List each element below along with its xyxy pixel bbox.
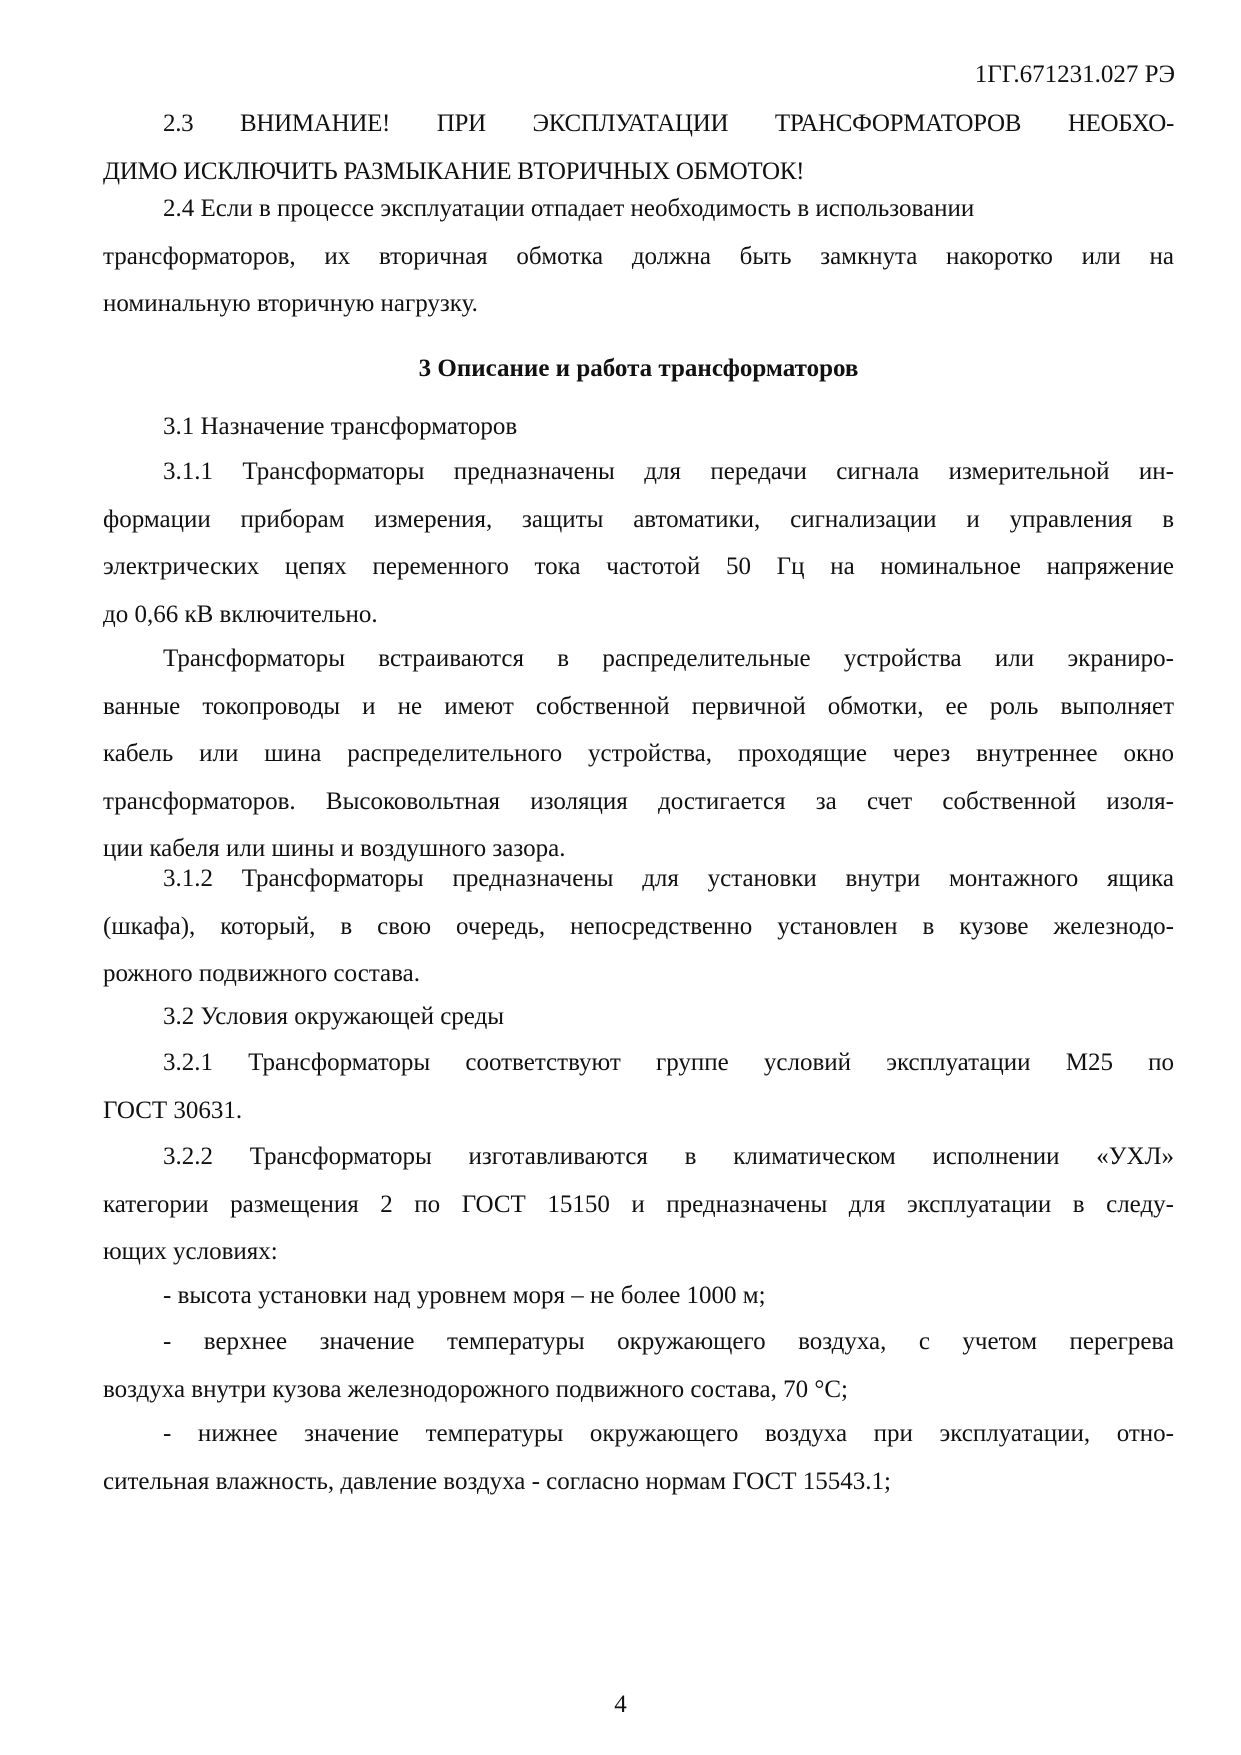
text-line: 3.2.2 Трансформаторы изготавливаются в климатическом исполнении «УХЛ» — [163, 1143, 1174, 1170]
text-line: до 0,66 кВ включительно. — [103, 600, 378, 628]
paragraph-3-1-1 — [103, 448, 1174, 638]
conditions-list-item-2 — [103, 1318, 1174, 1413]
text-line: электрических цепях переменного тока частотой 50 Гц на номинальное напряжение — [103, 553, 1174, 581]
text-line: рожного подвижного состава. — [103, 960, 420, 988]
text-line: ции кабеля или шины и воздушного зазора. — [103, 835, 566, 863]
document-code: 1ГГ.671231.027 РЭ — [974, 61, 1175, 88]
paragraph-3-2-2 — [103, 1133, 1174, 1276]
text-line: ДИМО ИСКЛЮЧИТЬ РАЗМЫКАНИЕ ВТОРИЧНЫХ ОБМОТОК! — [103, 157, 805, 185]
text-line: ющих условиях: — [103, 1238, 278, 1266]
conditions-list — [103, 1272, 1174, 1320]
paragraph-2-3 — [103, 100, 1174, 195]
text-line: трансформаторов, их вторичная обмотка должна быть замкнута накоротко или на — [103, 242, 1174, 270]
list-item: - верхнее значение температуры окружающего воздуха, с учетом перегрева — [163, 1328, 1174, 1355]
text-line: Трансформаторы встраиваются в распределительные устройства или экраниро- — [163, 645, 1174, 672]
paragraph-3-1-1-continued — [103, 635, 1174, 873]
subsection-3-2 — [103, 993, 1174, 1041]
text-line: кабель или шина распределительного устройства, проходящие через внутреннее окно — [103, 740, 1174, 768]
text-line: 2.4 Если в процессе эксплуатации отпадает необходимость в использовании — [163, 195, 975, 222]
section-3-title: 3 Описание и работа трансформаторов — [418, 355, 859, 382]
list-item: - нижнее значение температуры окружающего воздуха при эксплуатации, отно- — [163, 1420, 1174, 1447]
text-line: номинальную вторичную нагрузку. — [103, 290, 478, 318]
section-heading — [103, 345, 1174, 393]
subsection-title: 3.2 Условия окружающей среды — [163, 1003, 505, 1030]
list-item-continuation: воздуха внутри кузова железнодорожного подвижного состава, 70 °С; — [103, 1375, 848, 1403]
text-line: 3.1.1 Трансформаторы предназначены для передачи сигнала измерительной ин- — [163, 458, 1174, 485]
text-line: трансформаторов. Высоковольтная изоляция достигается за счет собственной изоля- — [103, 787, 1174, 815]
text-line: (шкафа), который, в свою очередь, непосредственно установлен в кузове железнодо- — [103, 912, 1174, 940]
subsection-title: 3.1 Назначение трансформаторов — [163, 413, 518, 440]
text-line: категории размещения 2 по ГОСТ 15150 и предназначены для эксплуатации в следу- — [103, 1190, 1174, 1218]
text-line: формации приборам измерения, защиты автоматики, сигнализации и управления в — [103, 505, 1174, 533]
page-number: 4 — [614, 1691, 627, 1718]
list-item-continuation: сительная влажность, давление воздуха - согласно нормам ГОСТ 15543.1; — [103, 1467, 891, 1495]
text-line: ГОСТ 30631. — [103, 1096, 243, 1124]
paragraph-2-4 — [103, 185, 1174, 328]
text-line: 3.1.2 Трансформаторы предназначены для установки внутри монтажного ящика — [163, 865, 1174, 892]
list-item: - высота установки над уровнем моря – не более 1000 м; — [163, 1282, 766, 1309]
paragraph-3-2-1 — [103, 1039, 1174, 1134]
text-line: 3.2.1 Трансформаторы соответствуют группе условий эксплуатации М25 по — [163, 1049, 1174, 1076]
paragraph-3-1-2 — [103, 855, 1174, 998]
subsection-3-1 — [103, 403, 1174, 451]
text-line: 2.3 ВНИМАНИЕ! ПРИ ЭКСПЛУАТАЦИИ ТРАНСФОРМАТОРОВ НЕОБХО- — [163, 110, 1174, 137]
text-line: ванные токопроводы и не имеют собственной первичной обмотки, ее роль выполняет — [103, 692, 1174, 720]
conditions-list-item-3 — [103, 1410, 1174, 1505]
